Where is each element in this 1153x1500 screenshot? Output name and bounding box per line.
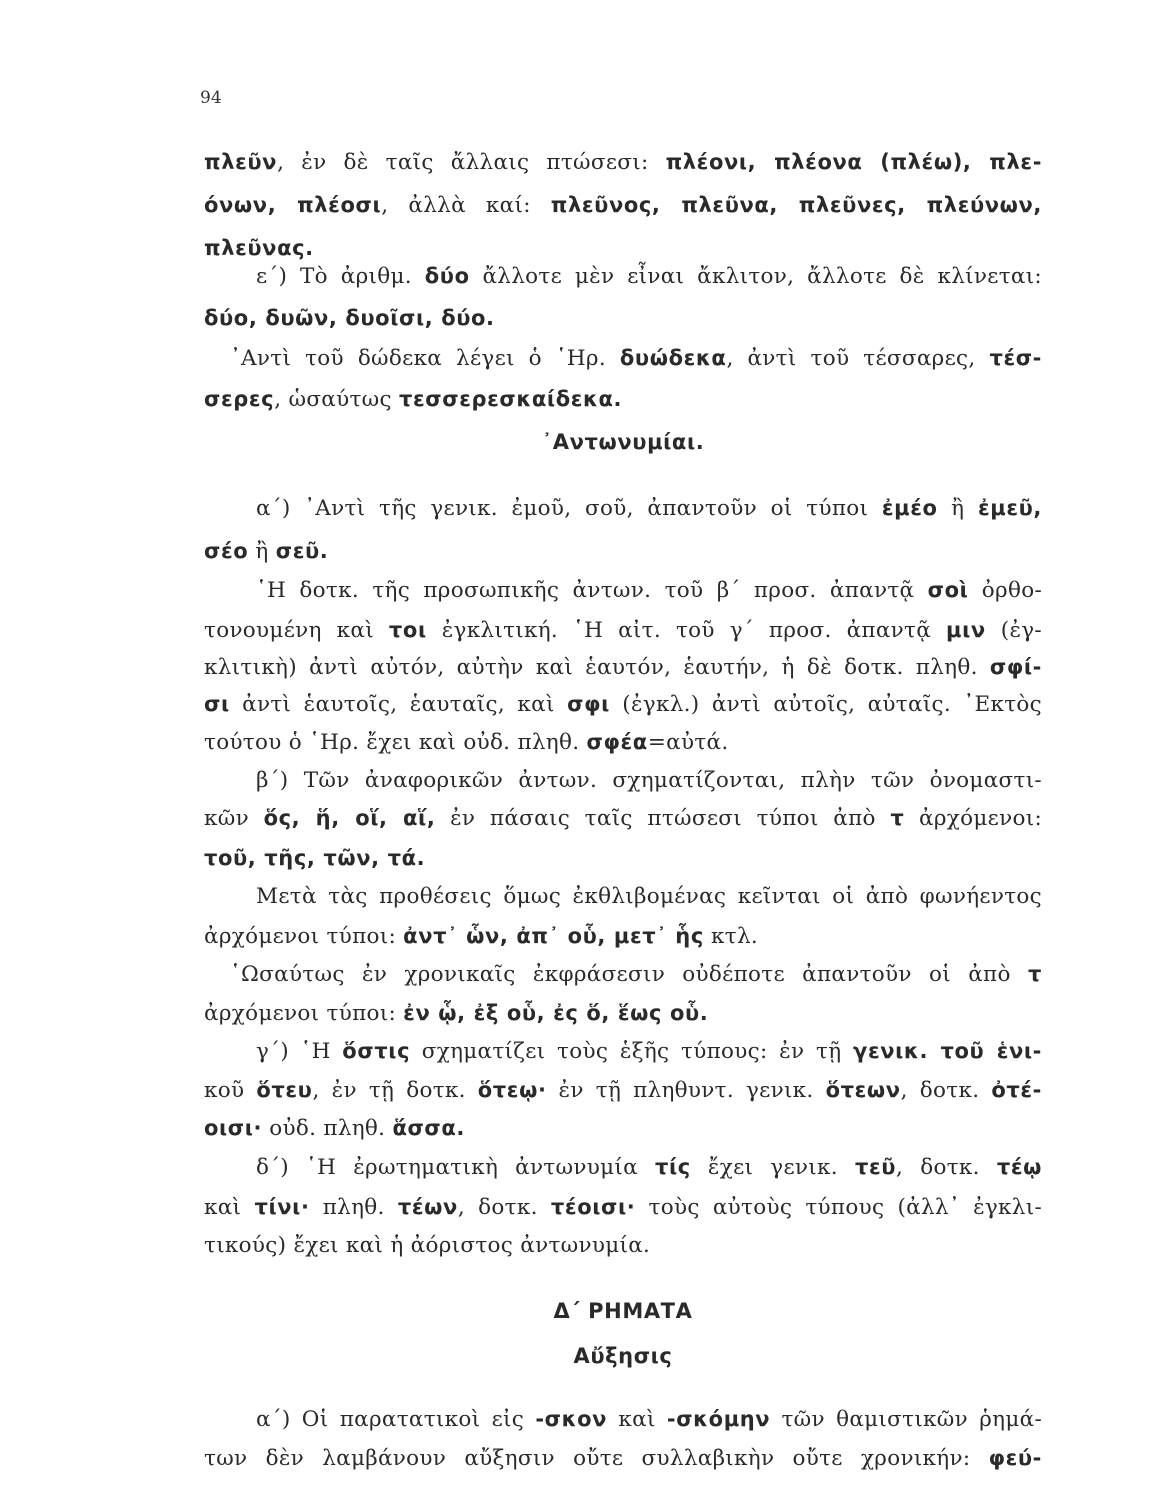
text-line [204,804,1042,833]
text-run: , ἐν δὲ ταῖς ἄλλαις πτώσεσι: [277,150,666,175]
text-line [256,1405,1042,1434]
section-heading [204,1297,1042,1326]
bold-term: τέῳ [996,1155,1042,1179]
bold-term: -σκόμην [666,1407,771,1431]
bold-term: τοι [388,618,427,642]
bold-term: ὅτεῳ· [477,1078,547,1102]
text-run: ἄλλοτε μὲν εἶναι ἄκλιτον, ἄλλοτε δὲ κλίνεται: [469,264,1042,289]
text-run: ἔχει γενικ. [690,1155,855,1180]
text-run: τῶν θαμιστικῶν ῥημά- [770,1407,1043,1432]
text-line [204,234,404,263]
text-run: καὶ [607,1407,667,1432]
text-run: , δοτκ. [896,1155,997,1180]
text-line [204,844,504,873]
bold-term: δυώδεκα [619,346,727,370]
text-run: κλιτικὴ) ἀντὶ αὐτόν, αὐτὴν καὶ ἑαυτόν, ἑαυτήν, ἡ δὲ δοτκ. πληθ. [204,655,990,680]
text-line [204,999,904,1028]
text-run: ἀρχόμενοι: [904,806,1042,831]
text-line [256,576,1042,605]
bold-term: μιν [946,618,986,642]
bold-term: σφί- [989,655,1042,679]
bold-term: τεῦ [854,1155,897,1179]
text-line [204,616,1042,645]
bold-term: τίς [655,1155,691,1179]
text-run: τικούς) ἔχει καὶ ἡ ἀόριστος ἀντωνυμία. [204,1233,651,1258]
bold-term: πλεῦνος, πλεῦνα, πλεῦνες, πλεύνων, [550,193,1043,217]
text-line [204,728,804,757]
text-run: , ὡσαύτως [274,387,399,412]
text-run: κῶν [204,806,264,831]
bold-term: ὅτεων [825,1078,901,1102]
text-run: ἐν τῇ πληθυντ. γενικ. [546,1078,826,1103]
bold-term: ἀντ᾿ ὧν, ἀπ᾿ οὗ, μετ᾿ ἧς [403,924,704,948]
text-line [204,537,404,566]
text-line [230,960,1042,989]
text-run: ᾿Αντὶ τοῦ δώδεκα λέγει ὁ ῾Ηρ. [230,346,620,371]
bold-term: τέων [397,1195,458,1219]
bold-term: οισι· [204,1116,263,1140]
section-heading [204,1342,1042,1370]
text-run: πληθ. [309,1195,398,1220]
bold-term: τέσ- [989,346,1042,370]
text-line [204,922,904,951]
text-run: , ἀλλὰ καί: [381,193,551,218]
text-line [204,1232,804,1260]
bold-term: όνων, πλέοσι [204,193,382,217]
text-run: τούτου ὁ ῾Ηρ. ἔχει καὶ οὐδ. πληθ. [204,730,587,755]
bold-term: ὅστις [342,1039,411,1063]
bold-term: ὅς, ἥ, οἵ, αἵ, [263,806,436,830]
text-run: ἀντὶ ἑαυτοῖς, ἑαυταῖς, καὶ [229,692,568,717]
text-run: οὐδ. πληθ. [262,1116,393,1141]
text-run: κοῦ [204,1078,257,1103]
text-line [204,653,1042,682]
bold-term: ἐν ᾧ, ἐξ οὗ, ἐς ὅ, ἕως οὗ. [403,1001,709,1025]
text-run: , δοτκ. [900,1078,992,1103]
bold-term: τοῦ, τῆς, τῶν, τά. [204,846,426,870]
bold-term: τ [1027,962,1042,986]
text-run: ἐγκλιτική. ῾Η αἰτ. τοῦ γ΄ προσ. ἀπαντᾷ [426,618,947,643]
text-line [256,767,1042,795]
text-run: ὀρθο- [968,578,1043,603]
text-run: τονουμένη καὶ [204,618,389,643]
text-run: γ΄) ῾Η [256,1039,343,1064]
text-line [204,1114,704,1143]
text-run: , ἀντὶ τοῦ τέσσαρες, [726,346,990,371]
bold-term: σέο [204,539,249,563]
bold-term: πλεῦν [204,150,278,174]
text-run: ἀρχόμενοι τύποι: [204,1001,404,1026]
bold-term: ᾿Αντωνυμίαι. [541,430,705,454]
text-line [256,262,1042,291]
bold-term: σφέα [586,730,648,754]
bold-term: ἐμεῦ, [978,496,1042,520]
bold-term: σερες [204,387,275,411]
text-line [204,1193,1042,1222]
bold-term: σφι [567,692,610,716]
bold-term: σοὶ [927,578,969,602]
text-line [256,1037,1042,1066]
bold-term: δύο [424,264,470,288]
text-run: κτλ. [703,924,759,949]
text-run: Μετὰ τὰς προθέσεις ὅμως ἐκθλιβομένας κεῖνται οἱ ἀπὸ φωνήεντος [256,884,1042,909]
bold-term: πλεῦνας. [204,236,314,260]
text-line [256,883,1042,911]
bold-term: σι [204,692,230,716]
text-line [204,148,1042,177]
text-line [204,1444,1042,1473]
text-run: ε΄) Τὸ ἀριθμ. [256,264,425,289]
bold-term: τέοισι· [550,1195,636,1219]
text-line [256,1153,1042,1182]
text-run: =αὐτά. [647,730,729,755]
text-line [204,385,704,414]
text-run: καὶ [204,1195,255,1220]
bold-term: ἅσσα. [392,1116,465,1140]
bold-term: ὅτευ [256,1078,313,1102]
bold-term: ἐμέο [881,496,938,520]
text-run: (ἐγκλ.) ἀντὶ αὐτοῖς, αὐταῖς. ᾿Εκτὸς [609,692,1042,717]
bold-term: πλέονι, πλέονα (πλέω), πλε- [665,150,1043,174]
text-run: ῾Η δοτκ. τῆς προσωπικῆς ἀντων. τοῦ β΄ προσ. ἀπαντᾷ [256,578,928,603]
section-heading [204,428,1042,457]
text-run: των δὲν λαμβάνουν αὔξησιν οὔτε συλλαβικὴν οὔτε χρονικήν: [204,1446,989,1471]
text-line [204,191,1042,220]
bold-term: φεύ- [988,1446,1042,1470]
text-line [204,690,1042,719]
text-run: α΄) Οἱ παρατατικοὶ εἰς [256,1407,536,1432]
text-line [230,344,1042,373]
text-run: β΄) Τῶν ἀναφορικῶν ἀντων. σχηματίζονται, πλὴν τῶν ὀνομαστι- [256,768,1042,793]
text-line [204,1076,1042,1105]
text-run: ἢ [248,539,276,564]
bold-term: Αὔξησις [573,1344,673,1368]
text-run: α΄) ᾿Αντὶ τῆς γενικ. ἐμοῦ, σοῦ, ἀπαντοῦν οἱ τύποι [256,496,882,521]
text-line [256,494,1042,523]
bold-term: τίνι· [254,1195,310,1219]
bold-term: Δ΄ ΡΗΜΑΤΑ [553,1299,693,1323]
page-number: 94 [200,88,222,108]
text-run: , δοτκ. [457,1195,551,1220]
text-run: ἐν πάσαις ταῖς πτώσεσι τύποι ἀπὸ [435,806,891,831]
bold-term: σεῦ. [275,539,329,563]
bold-term: τ [890,806,905,830]
text-run: δ΄) ῾Η ἐρωτηματικὴ ἀντωνυμία [256,1155,656,1180]
text-run: τοὺς αὐτοὺς τύπους (ἀλλ᾿ ἐγκλι- [635,1195,1043,1220]
bold-term: τεσσερεσκαίδεκα. [399,387,623,411]
text-run: σχηματίζει τοὺς ἑξῆς τύπους: ἐν τῇ [410,1039,854,1064]
text-run: ῾Ωσαύτως ἐν χρονικαῖς ἐκφράσεσιν οὐδέποτε ἀπαντοῦν οἱ ἀπὸ [230,962,1028,987]
text-run: (ἐγ- [985,618,1042,643]
text-run: ἀρχόμενοι τύποι: [204,924,404,949]
text-run: , ἐν τῇ δοτκ. [312,1078,478,1103]
bold-term: δύο, δυῶν, δυοῖσι, δύο. [204,306,495,330]
text-line [204,304,504,333]
bold-term: ὀτέ- [991,1078,1042,1102]
bold-term: γενικ. τοῦ ἑνι- [853,1039,1042,1063]
bold-term: -σκον [535,1407,608,1431]
text-run: ἢ [937,496,978,521]
